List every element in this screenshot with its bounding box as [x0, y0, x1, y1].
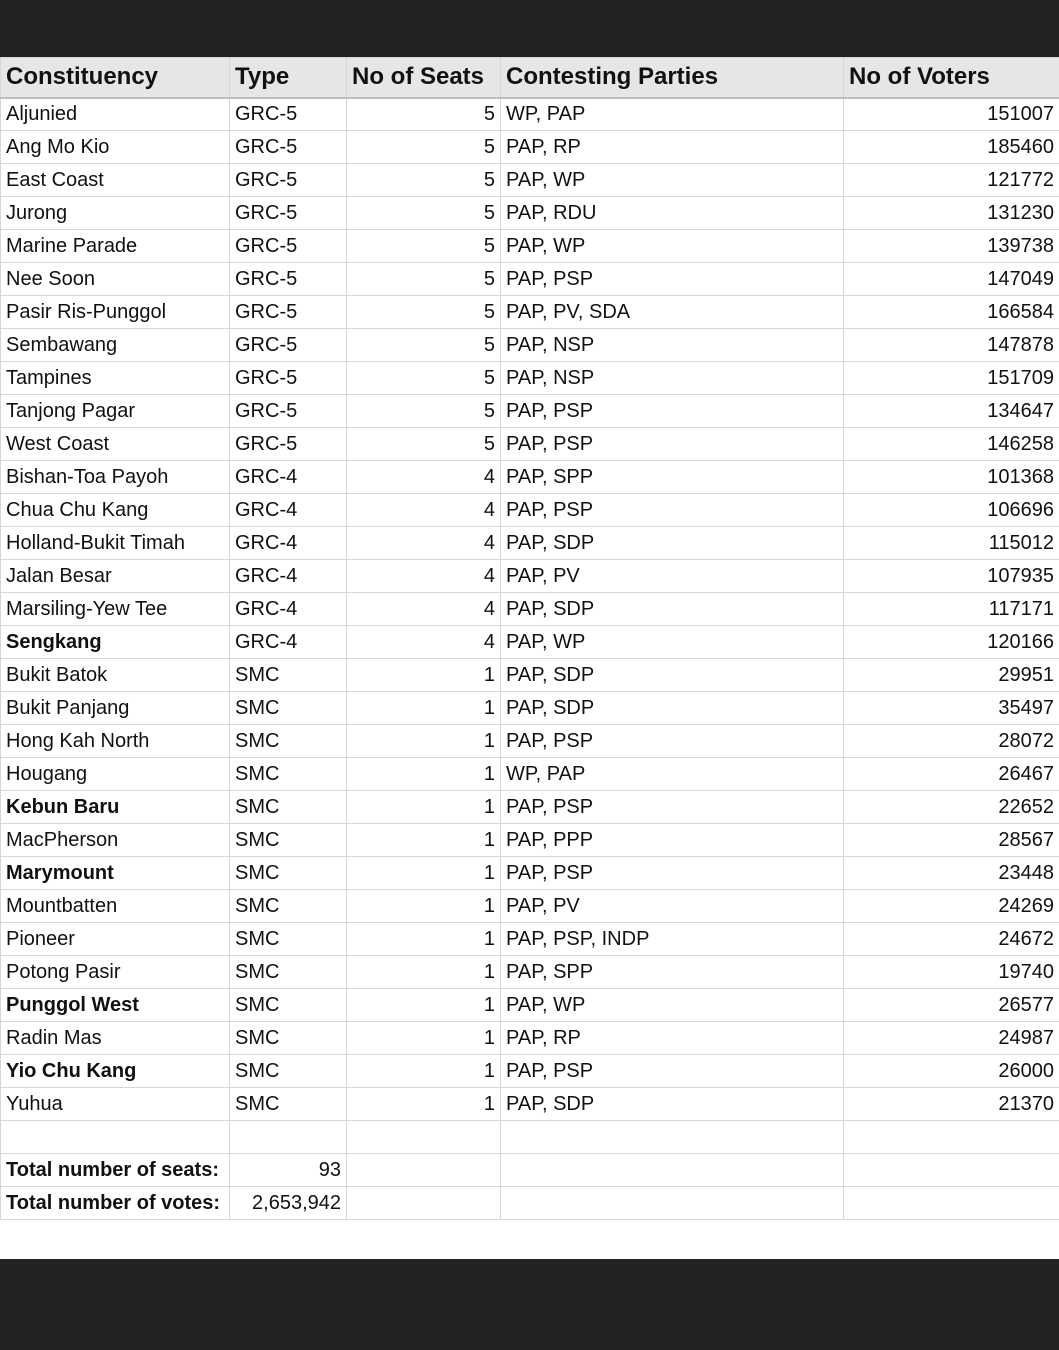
- table-row: [1, 1088, 1059, 1121]
- cell-parties[interactable]: PAP, RP: [501, 1022, 844, 1055]
- cell-voters[interactable]: 24269: [844, 890, 1059, 923]
- cell-parties[interactable]: PAP, RP: [501, 131, 844, 164]
- table-row: [1, 362, 1059, 395]
- cell-constituency[interactable]: Yio Chu Kang: [1, 1055, 230, 1088]
- cell-constituency[interactable]: West Coast: [1, 428, 230, 461]
- blank-row: [1, 1121, 1059, 1154]
- cell-constituency[interactable]: Yuhua: [1, 1088, 230, 1121]
- table-row: [1, 659, 1059, 692]
- table-row: [1, 824, 1059, 857]
- cell-seats[interactable]: 1: [347, 890, 501, 923]
- table-row: [1, 1022, 1059, 1055]
- cell-parties[interactable]: PAP, PSP, INDP: [501, 923, 844, 956]
- cell-type[interactable]: SMC: [230, 725, 347, 758]
- cell-voters[interactable]: 115012: [844, 527, 1059, 560]
- cell-seats[interactable]: 4: [347, 461, 501, 494]
- cell-voters[interactable]: 22652: [844, 791, 1059, 824]
- cell-voters[interactable]: 146258: [844, 428, 1059, 461]
- table-row: [1, 923, 1059, 956]
- cell-parties[interactable]: PAP, NSP: [501, 329, 844, 362]
- cell-voters[interactable]: 26467: [844, 758, 1059, 791]
- table-row: [1, 164, 1059, 197]
- cell-type[interactable]: SMC: [230, 791, 347, 824]
- cell-type[interactable]: GRC-5: [230, 263, 347, 296]
- cell-constituency[interactable]: Tampines: [1, 362, 230, 395]
- header-seats[interactable]: No of Seats: [347, 58, 501, 98]
- cell-voters[interactable]: 28072: [844, 725, 1059, 758]
- cell-voters[interactable]: 185460: [844, 131, 1059, 164]
- blank-cell[interactable]: [347, 1154, 501, 1187]
- cell-seats[interactable]: 4: [347, 593, 501, 626]
- cell-constituency[interactable]: Bishan-Toa Payoh: [1, 461, 230, 494]
- cell-voters[interactable]: 134647: [844, 395, 1059, 428]
- cell-constituency[interactable]: Hougang: [1, 758, 230, 791]
- cell-parties[interactable]: PAP, PV: [501, 890, 844, 923]
- cell-type[interactable]: GRC-4: [230, 494, 347, 527]
- cell-type[interactable]: GRC-5: [230, 98, 347, 131]
- cell-seats[interactable]: 1: [347, 857, 501, 890]
- cell-parties[interactable]: PAP, PSP: [501, 428, 844, 461]
- cell-parties[interactable]: PAP, PSP: [501, 263, 844, 296]
- cell-voters[interactable]: 121772: [844, 164, 1059, 197]
- cell-parties[interactable]: PAP, PV, SDA: [501, 296, 844, 329]
- table-row: [1, 890, 1059, 923]
- cell-constituency[interactable]: East Coast: [1, 164, 230, 197]
- table-body: [1, 98, 1059, 1121]
- cell-constituency[interactable]: Hong Kah North: [1, 725, 230, 758]
- cell-voters[interactable]: 24987: [844, 1022, 1059, 1055]
- blank-cell[interactable]: [230, 1121, 347, 1154]
- cell-voters[interactable]: 151007: [844, 98, 1059, 131]
- cell-type[interactable]: SMC: [230, 890, 347, 923]
- cell-voters[interactable]: 23448: [844, 857, 1059, 890]
- cell-constituency[interactable]: Marsiling-Yew Tee: [1, 593, 230, 626]
- cell-seats[interactable]: 5: [347, 362, 501, 395]
- cell-voters[interactable]: 166584: [844, 296, 1059, 329]
- cell-parties[interactable]: PAP, PPP: [501, 824, 844, 857]
- cell-type[interactable]: GRC-5: [230, 131, 347, 164]
- cell-seats[interactable]: 1: [347, 1055, 501, 1088]
- table-row: [1, 758, 1059, 791]
- cell-voters[interactable]: 26577: [844, 989, 1059, 1022]
- cell-type[interactable]: GRC-5: [230, 164, 347, 197]
- cell-voters[interactable]: 139738: [844, 230, 1059, 263]
- blank-cell[interactable]: [844, 1121, 1059, 1154]
- cell-parties[interactable]: PAP, WP: [501, 626, 844, 659]
- table-row: [1, 593, 1059, 626]
- cell-seats[interactable]: 1: [347, 923, 501, 956]
- cell-seats[interactable]: 1: [347, 758, 501, 791]
- table-row: [1, 989, 1059, 1022]
- cell-parties[interactable]: PAP, PSP: [501, 791, 844, 824]
- cell-parties[interactable]: PAP, SPP: [501, 956, 844, 989]
- cell-type[interactable]: GRC-4: [230, 461, 347, 494]
- table-row: [1, 296, 1059, 329]
- cell-parties[interactable]: WP, PAP: [501, 98, 844, 131]
- cell-seats[interactable]: 1: [347, 824, 501, 857]
- cell-seats[interactable]: 5: [347, 197, 501, 230]
- cell-seats[interactable]: 1: [347, 1022, 501, 1055]
- cell-seats[interactable]: 5: [347, 131, 501, 164]
- cell-type[interactable]: SMC: [230, 758, 347, 791]
- table-row: [1, 131, 1059, 164]
- cell-type[interactable]: GRC-4: [230, 560, 347, 593]
- table-row: [1, 428, 1059, 461]
- cell-voters[interactable]: 26000: [844, 1055, 1059, 1088]
- cell-constituency[interactable]: Potong Pasir: [1, 956, 230, 989]
- cell-parties[interactable]: PAP, SDP: [501, 692, 844, 725]
- constituency-table: [0, 57, 1059, 1220]
- cell-constituency[interactable]: Mountbatten: [1, 890, 230, 923]
- cell-constituency[interactable]: Marymount: [1, 857, 230, 890]
- header-type[interactable]: Type: [230, 58, 347, 98]
- cell-parties[interactable]: PAP, SPP: [501, 461, 844, 494]
- cell-seats[interactable]: 1: [347, 989, 501, 1022]
- cell-constituency[interactable]: Bukit Panjang: [1, 692, 230, 725]
- cell-seats[interactable]: 4: [347, 560, 501, 593]
- blank-cell[interactable]: [844, 1154, 1059, 1187]
- cell-parties[interactable]: PAP, PSP: [501, 395, 844, 428]
- header-voters[interactable]: No of Voters: [844, 58, 1059, 98]
- cell-parties[interactable]: PAP, SDP: [501, 1088, 844, 1121]
- table-row: [1, 197, 1059, 230]
- cell-voters[interactable]: 106696: [844, 494, 1059, 527]
- table-row: [1, 857, 1059, 890]
- cell-type[interactable]: SMC: [230, 1022, 347, 1055]
- cell-type[interactable]: GRC-5: [230, 197, 347, 230]
- cell-voters[interactable]: 120166: [844, 626, 1059, 659]
- total-votes-row: [1, 1187, 1059, 1220]
- table-row: [1, 626, 1059, 659]
- cell-voters[interactable]: 24672: [844, 923, 1059, 956]
- header-parties[interactable]: Contesting Parties: [501, 58, 844, 98]
- top-dark-bar: [0, 0, 1059, 57]
- cell-seats[interactable]: 5: [347, 98, 501, 131]
- cell-parties[interactable]: PAP, PSP: [501, 857, 844, 890]
- cell-seats[interactable]: 1: [347, 659, 501, 692]
- header-constituency[interactable]: Constituency: [1, 58, 230, 98]
- cell-seats[interactable]: 1: [347, 1088, 501, 1121]
- blank-cell[interactable]: [501, 1154, 844, 1187]
- total-seats-value[interactable]: 93: [230, 1154, 347, 1187]
- table-row: [1, 791, 1059, 824]
- cell-type[interactable]: GRC-5: [230, 362, 347, 395]
- cell-parties[interactable]: PAP, WP: [501, 164, 844, 197]
- cell-constituency[interactable]: Punggol West: [1, 989, 230, 1022]
- table-row: [1, 956, 1059, 989]
- cell-parties[interactable]: WP, PAP: [501, 758, 844, 791]
- cell-seats[interactable]: 5: [347, 164, 501, 197]
- table-row: [1, 395, 1059, 428]
- cell-parties[interactable]: PAP, RDU: [501, 197, 844, 230]
- totals-section: [1, 1121, 1059, 1220]
- cell-type[interactable]: SMC: [230, 923, 347, 956]
- table-row: [1, 560, 1059, 593]
- total-votes-label[interactable]: Total number of votes:: [1, 1187, 230, 1220]
- cell-parties[interactable]: PAP, WP: [501, 989, 844, 1022]
- cell-constituency[interactable]: Sengkang: [1, 626, 230, 659]
- table-row: [1, 263, 1059, 296]
- blank-cell[interactable]: [347, 1121, 501, 1154]
- cell-type[interactable]: GRC-4: [230, 626, 347, 659]
- cell-constituency[interactable]: Jalan Besar: [1, 560, 230, 593]
- cell-constituency[interactable]: Tanjong Pagar: [1, 395, 230, 428]
- cell-seats[interactable]: 4: [347, 527, 501, 560]
- cell-constituency[interactable]: Bukit Batok: [1, 659, 230, 692]
- cell-type[interactable]: GRC-5: [230, 230, 347, 263]
- total-seats-row: [1, 1154, 1059, 1187]
- cell-type[interactable]: SMC: [230, 989, 347, 1022]
- cell-parties[interactable]: PAP, SDP: [501, 593, 844, 626]
- cell-voters[interactable]: 28567: [844, 824, 1059, 857]
- cell-seats[interactable]: 4: [347, 626, 501, 659]
- cell-seats[interactable]: 5: [347, 263, 501, 296]
- blank-cell[interactable]: [501, 1121, 844, 1154]
- cell-parties[interactable]: PAP, PV: [501, 560, 844, 593]
- cell-seats[interactable]: 1: [347, 725, 501, 758]
- table-row: [1, 725, 1059, 758]
- cell-constituency[interactable]: Radin Mas: [1, 1022, 230, 1055]
- cell-seats[interactable]: 5: [347, 395, 501, 428]
- cell-type[interactable]: GRC-4: [230, 593, 347, 626]
- cell-constituency[interactable]: Chua Chu Kang: [1, 494, 230, 527]
- cell-constituency[interactable]: Aljunied: [1, 98, 230, 131]
- cell-constituency[interactable]: Marine Parade: [1, 230, 230, 263]
- cell-voters[interactable]: 131230: [844, 197, 1059, 230]
- cell-seats[interactable]: 5: [347, 428, 501, 461]
- cell-type[interactable]: SMC: [230, 824, 347, 857]
- cell-type[interactable]: GRC-5: [230, 428, 347, 461]
- table-row: [1, 527, 1059, 560]
- cell-parties[interactable]: PAP, WP: [501, 230, 844, 263]
- total-seats-label[interactable]: Total number of seats:: [1, 1154, 230, 1187]
- cell-voters[interactable]: 101368: [844, 461, 1059, 494]
- cell-constituency[interactable]: Holland-Bukit Timah: [1, 527, 230, 560]
- cell-voters[interactable]: 117171: [844, 593, 1059, 626]
- cell-type[interactable]: SMC: [230, 659, 347, 692]
- cell-parties[interactable]: PAP, PSP: [501, 494, 844, 527]
- cell-parties[interactable]: PAP, SDP: [501, 659, 844, 692]
- cell-seats[interactable]: 1: [347, 791, 501, 824]
- cell-constituency[interactable]: Kebun Baru: [1, 791, 230, 824]
- blank-cell[interactable]: [844, 1187, 1059, 1220]
- cell-type[interactable]: SMC: [230, 1055, 347, 1088]
- table-row: [1, 98, 1059, 131]
- cell-type[interactable]: GRC-5: [230, 329, 347, 362]
- cell-constituency[interactable]: MacPherson: [1, 824, 230, 857]
- cell-type[interactable]: GRC-5: [230, 395, 347, 428]
- cell-constituency[interactable]: Jurong: [1, 197, 230, 230]
- cell-parties[interactable]: PAP, SDP: [501, 527, 844, 560]
- cell-constituency[interactable]: Sembawang: [1, 329, 230, 362]
- cell-voters[interactable]: 147878: [844, 329, 1059, 362]
- cell-parties[interactable]: PAP, PSP: [501, 725, 844, 758]
- cell-seats[interactable]: 5: [347, 329, 501, 362]
- cell-voters[interactable]: 151709: [844, 362, 1059, 395]
- table-row: [1, 494, 1059, 527]
- cell-type[interactable]: SMC: [230, 1088, 347, 1121]
- cell-seats[interactable]: 5: [347, 296, 501, 329]
- cell-constituency[interactable]: Pasir Ris-Punggol: [1, 296, 230, 329]
- cell-seats[interactable]: 5: [347, 230, 501, 263]
- cell-type[interactable]: GRC-4: [230, 527, 347, 560]
- header-row: [1, 58, 1059, 98]
- cell-type[interactable]: SMC: [230, 692, 347, 725]
- cell-constituency[interactable]: Pioneer: [1, 923, 230, 956]
- cell-type[interactable]: SMC: [230, 857, 347, 890]
- cell-type[interactable]: SMC: [230, 956, 347, 989]
- table-row: [1, 1055, 1059, 1088]
- cell-seats[interactable]: 1: [347, 956, 501, 989]
- bottom-dark-bar: [0, 1259, 1059, 1350]
- table-row: [1, 461, 1059, 494]
- blank-cell[interactable]: [501, 1187, 844, 1220]
- blank-cell[interactable]: [1, 1121, 230, 1154]
- cell-voters[interactable]: 35497: [844, 692, 1059, 725]
- cell-voters[interactable]: 29951: [844, 659, 1059, 692]
- table-row: [1, 329, 1059, 362]
- cell-voters[interactable]: 19740: [844, 956, 1059, 989]
- cell-voters[interactable]: 147049: [844, 263, 1059, 296]
- cell-parties[interactable]: PAP, PSP: [501, 1055, 844, 1088]
- cell-voters[interactable]: 107935: [844, 560, 1059, 593]
- table-row: [1, 230, 1059, 263]
- cell-constituency[interactable]: Nee Soon: [1, 263, 230, 296]
- total-votes-value[interactable]: 2,653,942: [230, 1187, 347, 1220]
- cell-seats[interactable]: 4: [347, 494, 501, 527]
- cell-voters[interactable]: 21370: [844, 1088, 1059, 1121]
- cell-type[interactable]: GRC-5: [230, 296, 347, 329]
- cell-seats[interactable]: 1: [347, 692, 501, 725]
- spreadsheet: [0, 57, 1059, 1259]
- cell-parties[interactable]: PAP, NSP: [501, 362, 844, 395]
- cell-constituency[interactable]: Ang Mo Kio: [1, 131, 230, 164]
- blank-cell[interactable]: [347, 1187, 501, 1220]
- table-row: [1, 692, 1059, 725]
